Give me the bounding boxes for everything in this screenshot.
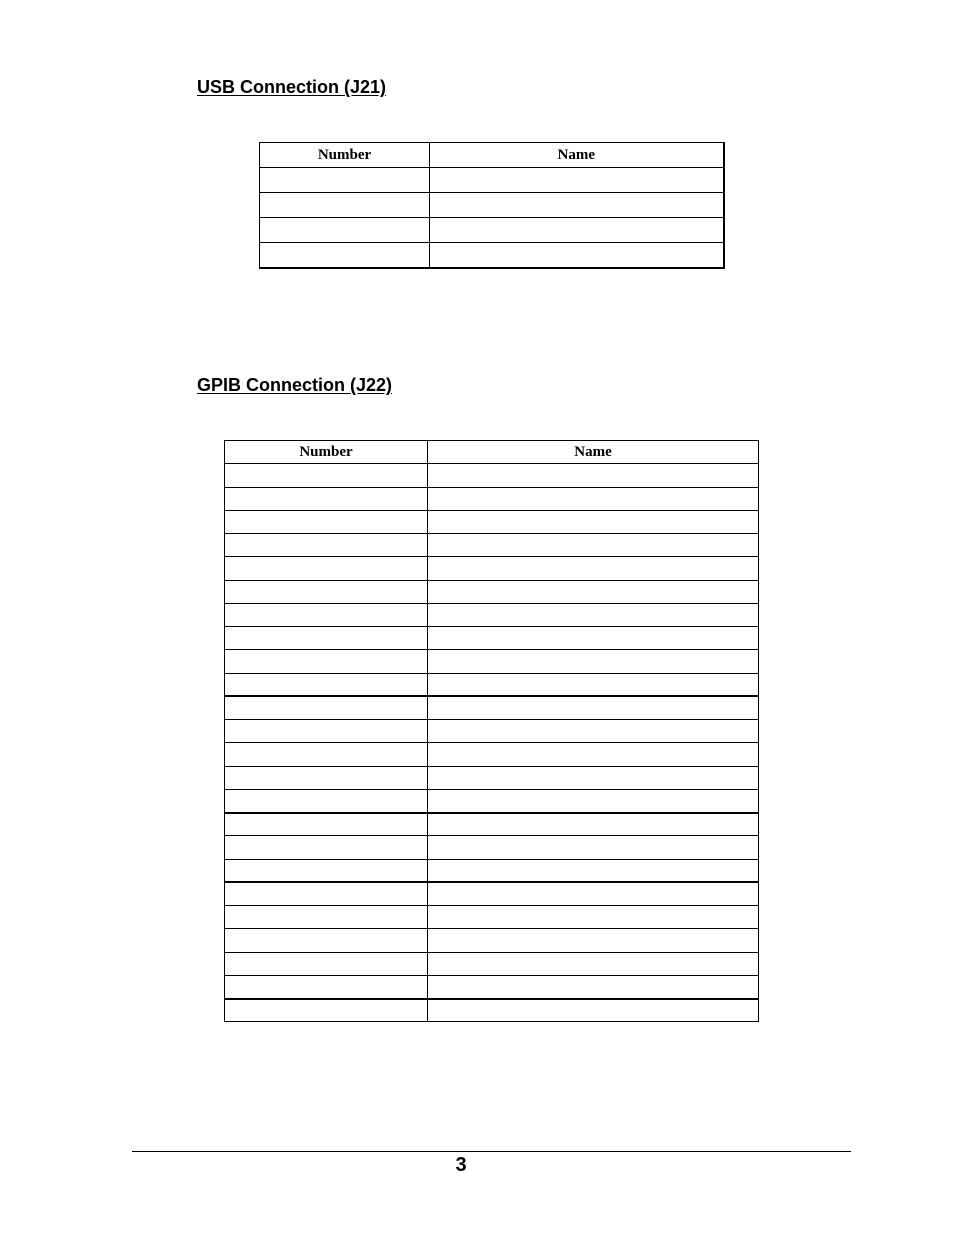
table-row xyxy=(225,534,759,557)
number-cell xyxy=(260,193,430,218)
name-cell xyxy=(428,882,759,905)
table-row xyxy=(260,243,724,268)
number-cell xyxy=(225,464,428,487)
name-cell xyxy=(428,487,759,510)
number-cell xyxy=(225,906,428,929)
table-row xyxy=(225,999,759,1022)
name-column-header: Name xyxy=(428,441,759,464)
usb-table-body xyxy=(260,168,724,268)
table-row xyxy=(260,168,724,193)
name-cell xyxy=(428,510,759,533)
number-cell xyxy=(225,952,428,975)
number-cell xyxy=(225,557,428,580)
table-row xyxy=(225,627,759,650)
number-cell xyxy=(225,627,428,650)
table-row xyxy=(225,557,759,580)
name-cell xyxy=(428,650,759,673)
number-cell xyxy=(225,603,428,626)
name-cell xyxy=(428,534,759,557)
table-row xyxy=(225,975,759,998)
usb-connection-heading: USB Connection (J21) xyxy=(197,77,387,97)
name-cell xyxy=(428,952,759,975)
name-cell xyxy=(428,603,759,626)
name-cell xyxy=(428,743,759,766)
footer-divider xyxy=(132,1151,851,1152)
table-row xyxy=(225,789,759,812)
table-row xyxy=(225,813,759,836)
gpib-connection-heading: GPIB Connection (J22) xyxy=(197,375,393,395)
name-cell xyxy=(430,218,724,243)
name-cell xyxy=(428,975,759,998)
gpib-table-body xyxy=(225,464,759,1022)
name-cell xyxy=(430,193,724,218)
number-cell xyxy=(225,580,428,603)
number-cell xyxy=(225,720,428,743)
name-cell xyxy=(428,859,759,882)
number-cell xyxy=(225,882,428,905)
table-row xyxy=(225,929,759,952)
number-cell xyxy=(225,534,428,557)
table-row xyxy=(225,906,759,929)
name-cell xyxy=(428,557,759,580)
name-cell xyxy=(428,464,759,487)
name-cell xyxy=(428,696,759,719)
table-row xyxy=(225,766,759,789)
name-cell xyxy=(428,580,759,603)
number-cell xyxy=(225,743,428,766)
table-row xyxy=(225,836,759,859)
table-row xyxy=(260,193,724,218)
table-row xyxy=(225,859,759,882)
name-cell xyxy=(428,836,759,859)
number-column-header: Number xyxy=(225,441,428,464)
name-cell xyxy=(430,243,724,268)
number-cell xyxy=(225,929,428,952)
table-header-row xyxy=(225,441,759,464)
usb-pin-table xyxy=(259,142,725,269)
table-row xyxy=(225,580,759,603)
name-cell xyxy=(428,766,759,789)
name-cell xyxy=(430,168,724,193)
number-cell xyxy=(225,673,428,696)
table-row xyxy=(225,720,759,743)
number-column-header: Number xyxy=(260,143,430,168)
name-cell xyxy=(428,673,759,696)
name-cell xyxy=(428,906,759,929)
table-row xyxy=(225,487,759,510)
number-cell xyxy=(225,975,428,998)
name-cell xyxy=(428,627,759,650)
number-cell xyxy=(225,836,428,859)
table-row xyxy=(225,696,759,719)
name-column-header: Name xyxy=(430,143,724,168)
table-row xyxy=(225,464,759,487)
name-cell xyxy=(428,999,759,1022)
name-cell xyxy=(428,813,759,836)
number-cell xyxy=(260,218,430,243)
number-cell xyxy=(225,789,428,812)
table-row xyxy=(225,743,759,766)
number-cell xyxy=(225,999,428,1022)
table-row xyxy=(225,673,759,696)
gpib-pin-table xyxy=(224,440,759,1022)
name-cell xyxy=(428,929,759,952)
number-cell xyxy=(225,813,428,836)
number-cell xyxy=(225,510,428,533)
table-row xyxy=(225,882,759,905)
number-cell xyxy=(225,487,428,510)
table-header-row xyxy=(260,143,724,168)
table-row xyxy=(225,650,759,673)
name-cell xyxy=(428,789,759,812)
number-cell xyxy=(225,766,428,789)
number-cell xyxy=(260,243,430,268)
page-number: 3 xyxy=(455,1154,467,1176)
table-row xyxy=(225,510,759,533)
table-row xyxy=(260,218,724,243)
table-row xyxy=(225,952,759,975)
name-cell xyxy=(428,720,759,743)
number-cell xyxy=(225,650,428,673)
table-row xyxy=(225,603,759,626)
number-cell xyxy=(225,696,428,719)
number-cell xyxy=(225,859,428,882)
number-cell xyxy=(260,168,430,193)
